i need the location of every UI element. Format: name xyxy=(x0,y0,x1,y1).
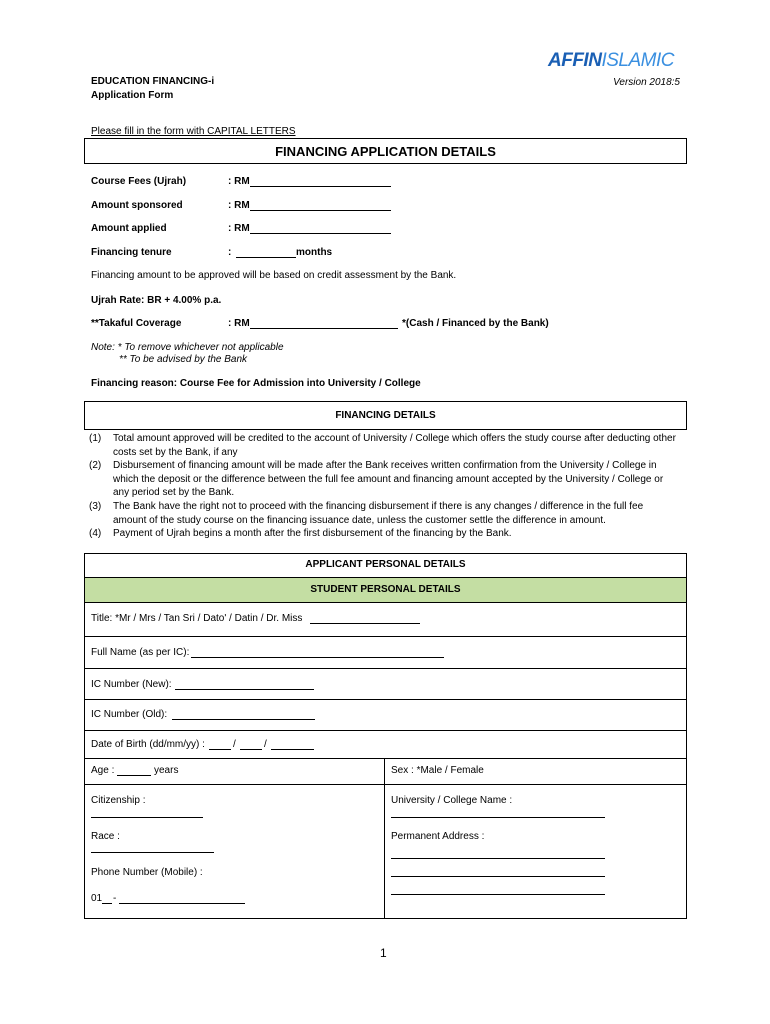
row-divider xyxy=(85,758,686,759)
age-label: Age : xyxy=(91,765,115,776)
student-personal-details-header: STUDENT PERSONAL DETAILS xyxy=(85,577,686,603)
financing-application-title-box xyxy=(84,138,687,164)
affin-islamic-logo xyxy=(548,50,674,72)
phone-prefix: 01 xyxy=(91,893,103,904)
form-subtitle: Application Form xyxy=(91,90,174,101)
months-label: months xyxy=(296,247,333,258)
takaful-coverage-label: **Takaful Coverage xyxy=(91,318,182,329)
financing-application-title: FINANCING APPLICATION DETAILS xyxy=(275,144,496,159)
title-field-label: Title: *Mr / Mrs / Tan Sri / Dato' / Datin / Dr. Miss xyxy=(91,613,303,624)
dob-month-input[interactable] xyxy=(240,749,262,750)
course-fees-input[interactable] xyxy=(250,186,391,187)
phone-label: Phone Number (Mobile) : xyxy=(91,867,203,878)
capital-letters-instruction: Please fill in the form with CAPITAL LETTERS xyxy=(91,126,296,137)
race-input[interactable] xyxy=(91,852,214,853)
logo-affin: AFFIN xyxy=(548,50,602,71)
list-item-number: (3) xyxy=(89,500,102,512)
sex-label: Sex : *Male / Female xyxy=(391,765,484,776)
ic-new-label: IC Number (New): xyxy=(91,679,172,690)
amount-applied-rm: : RM xyxy=(228,223,250,234)
ic-old-label: IC Number (Old): xyxy=(91,709,168,720)
dob-day-input[interactable] xyxy=(209,749,231,750)
takaful-rm: : RM xyxy=(228,318,250,329)
course-fees-label: Course Fees (Ujrah) xyxy=(91,176,187,187)
logo-islamic: ISLAMIC xyxy=(601,50,674,71)
personal-details-table xyxy=(84,553,687,919)
phone-code-input[interactable] xyxy=(102,903,112,904)
university-input[interactable] xyxy=(391,817,605,818)
financing-details-title-box xyxy=(84,401,687,430)
applicant-personal-details-title: APPLICANT PERSONAL DETAILS xyxy=(305,559,466,570)
ic-old-input[interactable] xyxy=(172,719,315,720)
amount-sponsored-label: Amount sponsored xyxy=(91,200,183,211)
amount-sponsored-input[interactable] xyxy=(250,210,391,211)
address-line-1-input[interactable] xyxy=(391,858,605,859)
row-divider xyxy=(85,730,686,731)
list-item-number: (4) xyxy=(89,528,102,540)
row-divider xyxy=(85,636,686,637)
row-divider xyxy=(85,699,686,700)
phone-dash: - xyxy=(113,893,117,904)
dob-separator: / xyxy=(233,739,236,750)
list-item xyxy=(89,500,679,527)
note-line-2: ** To be advised by the Bank xyxy=(119,354,248,365)
column-divider xyxy=(384,758,385,918)
ic-new-input[interactable] xyxy=(175,689,314,690)
amount-applied-input[interactable] xyxy=(250,233,391,234)
citizenship-input[interactable] xyxy=(91,817,203,818)
address-line-2-input[interactable] xyxy=(391,876,605,877)
dob-label: Date of Birth (dd/mm/yy) : xyxy=(91,739,205,750)
full-name-input[interactable] xyxy=(191,657,444,658)
financing-tenure-input[interactable] xyxy=(236,257,296,258)
list-item-text: The Bank have the right not to proceed with the financing disbursement if there is any changes / difference in the full fee amount of the study course on the financing issuance date, unless the customer settle the difference in amount. xyxy=(113,500,644,526)
dob-year-input[interactable] xyxy=(271,749,314,750)
note-line-1: Note: * To remove whichever not applicable xyxy=(91,342,284,353)
list-item xyxy=(89,527,679,541)
course-fees-rm: : RM xyxy=(228,176,250,187)
approval-note: Financing amount to be approved will be based on credit assessment by the Bank. xyxy=(91,270,457,281)
amount-sponsored-rm: : RM xyxy=(228,200,250,211)
ujrah-rate: Ujrah Rate: BR + 4.00% p.a. xyxy=(91,295,222,306)
list-item xyxy=(89,432,679,459)
university-label: University / College Name : xyxy=(391,795,513,806)
financing-reason: Financing reason: Course Fee for Admission into University / College xyxy=(91,378,421,389)
race-label: Race : xyxy=(91,831,120,842)
list-item xyxy=(89,459,679,500)
financing-details-list xyxy=(89,432,679,541)
financing-tenure-colon: : xyxy=(228,247,232,258)
age-input[interactable] xyxy=(117,775,151,776)
full-name-label: Full Name (as per IC): xyxy=(91,647,190,658)
title-field-input[interactable] xyxy=(310,623,420,624)
list-item-text: Disbursement of financing amount will be made after the Bank receives written confirmation from the University / College in which the deposit or the difference between the full fee amount and financing amount accepted by the University / College or any period set by the Bank. xyxy=(113,460,664,499)
list-item-text: Total amount approved will be credited to the account of University / College which offers the study course after deducting other costs set by the Bank, if any xyxy=(113,433,676,458)
amount-applied-label: Amount applied xyxy=(91,223,167,234)
row-divider xyxy=(85,668,686,669)
page-number: 1 xyxy=(380,946,387,960)
takaful-input[interactable] xyxy=(250,328,398,329)
financing-details-title: FINANCING DETAILS xyxy=(335,410,436,421)
permanent-address-label: Permanent Address : xyxy=(391,831,485,842)
row-divider xyxy=(85,784,686,785)
takaful-suffix: *(Cash / Financed by the Bank) xyxy=(402,318,549,329)
list-item-number: (2) xyxy=(89,460,102,472)
address-line-3-input[interactable] xyxy=(391,894,605,895)
list-item-number: (1) xyxy=(89,433,102,444)
years-label: years xyxy=(154,765,179,776)
form-title: EDUCATION FINANCING-i xyxy=(91,76,215,87)
version-label: Version 2018:5 xyxy=(613,77,680,88)
phone-number-input[interactable] xyxy=(119,903,245,904)
financing-tenure-label: Financing tenure xyxy=(91,247,172,258)
list-item-text: Payment of Ujrah begins a month after the first disbursement of the financing by the Bank. xyxy=(113,528,512,540)
dob-separator: / xyxy=(264,739,267,750)
citizenship-label: Citizenship : xyxy=(91,795,146,806)
